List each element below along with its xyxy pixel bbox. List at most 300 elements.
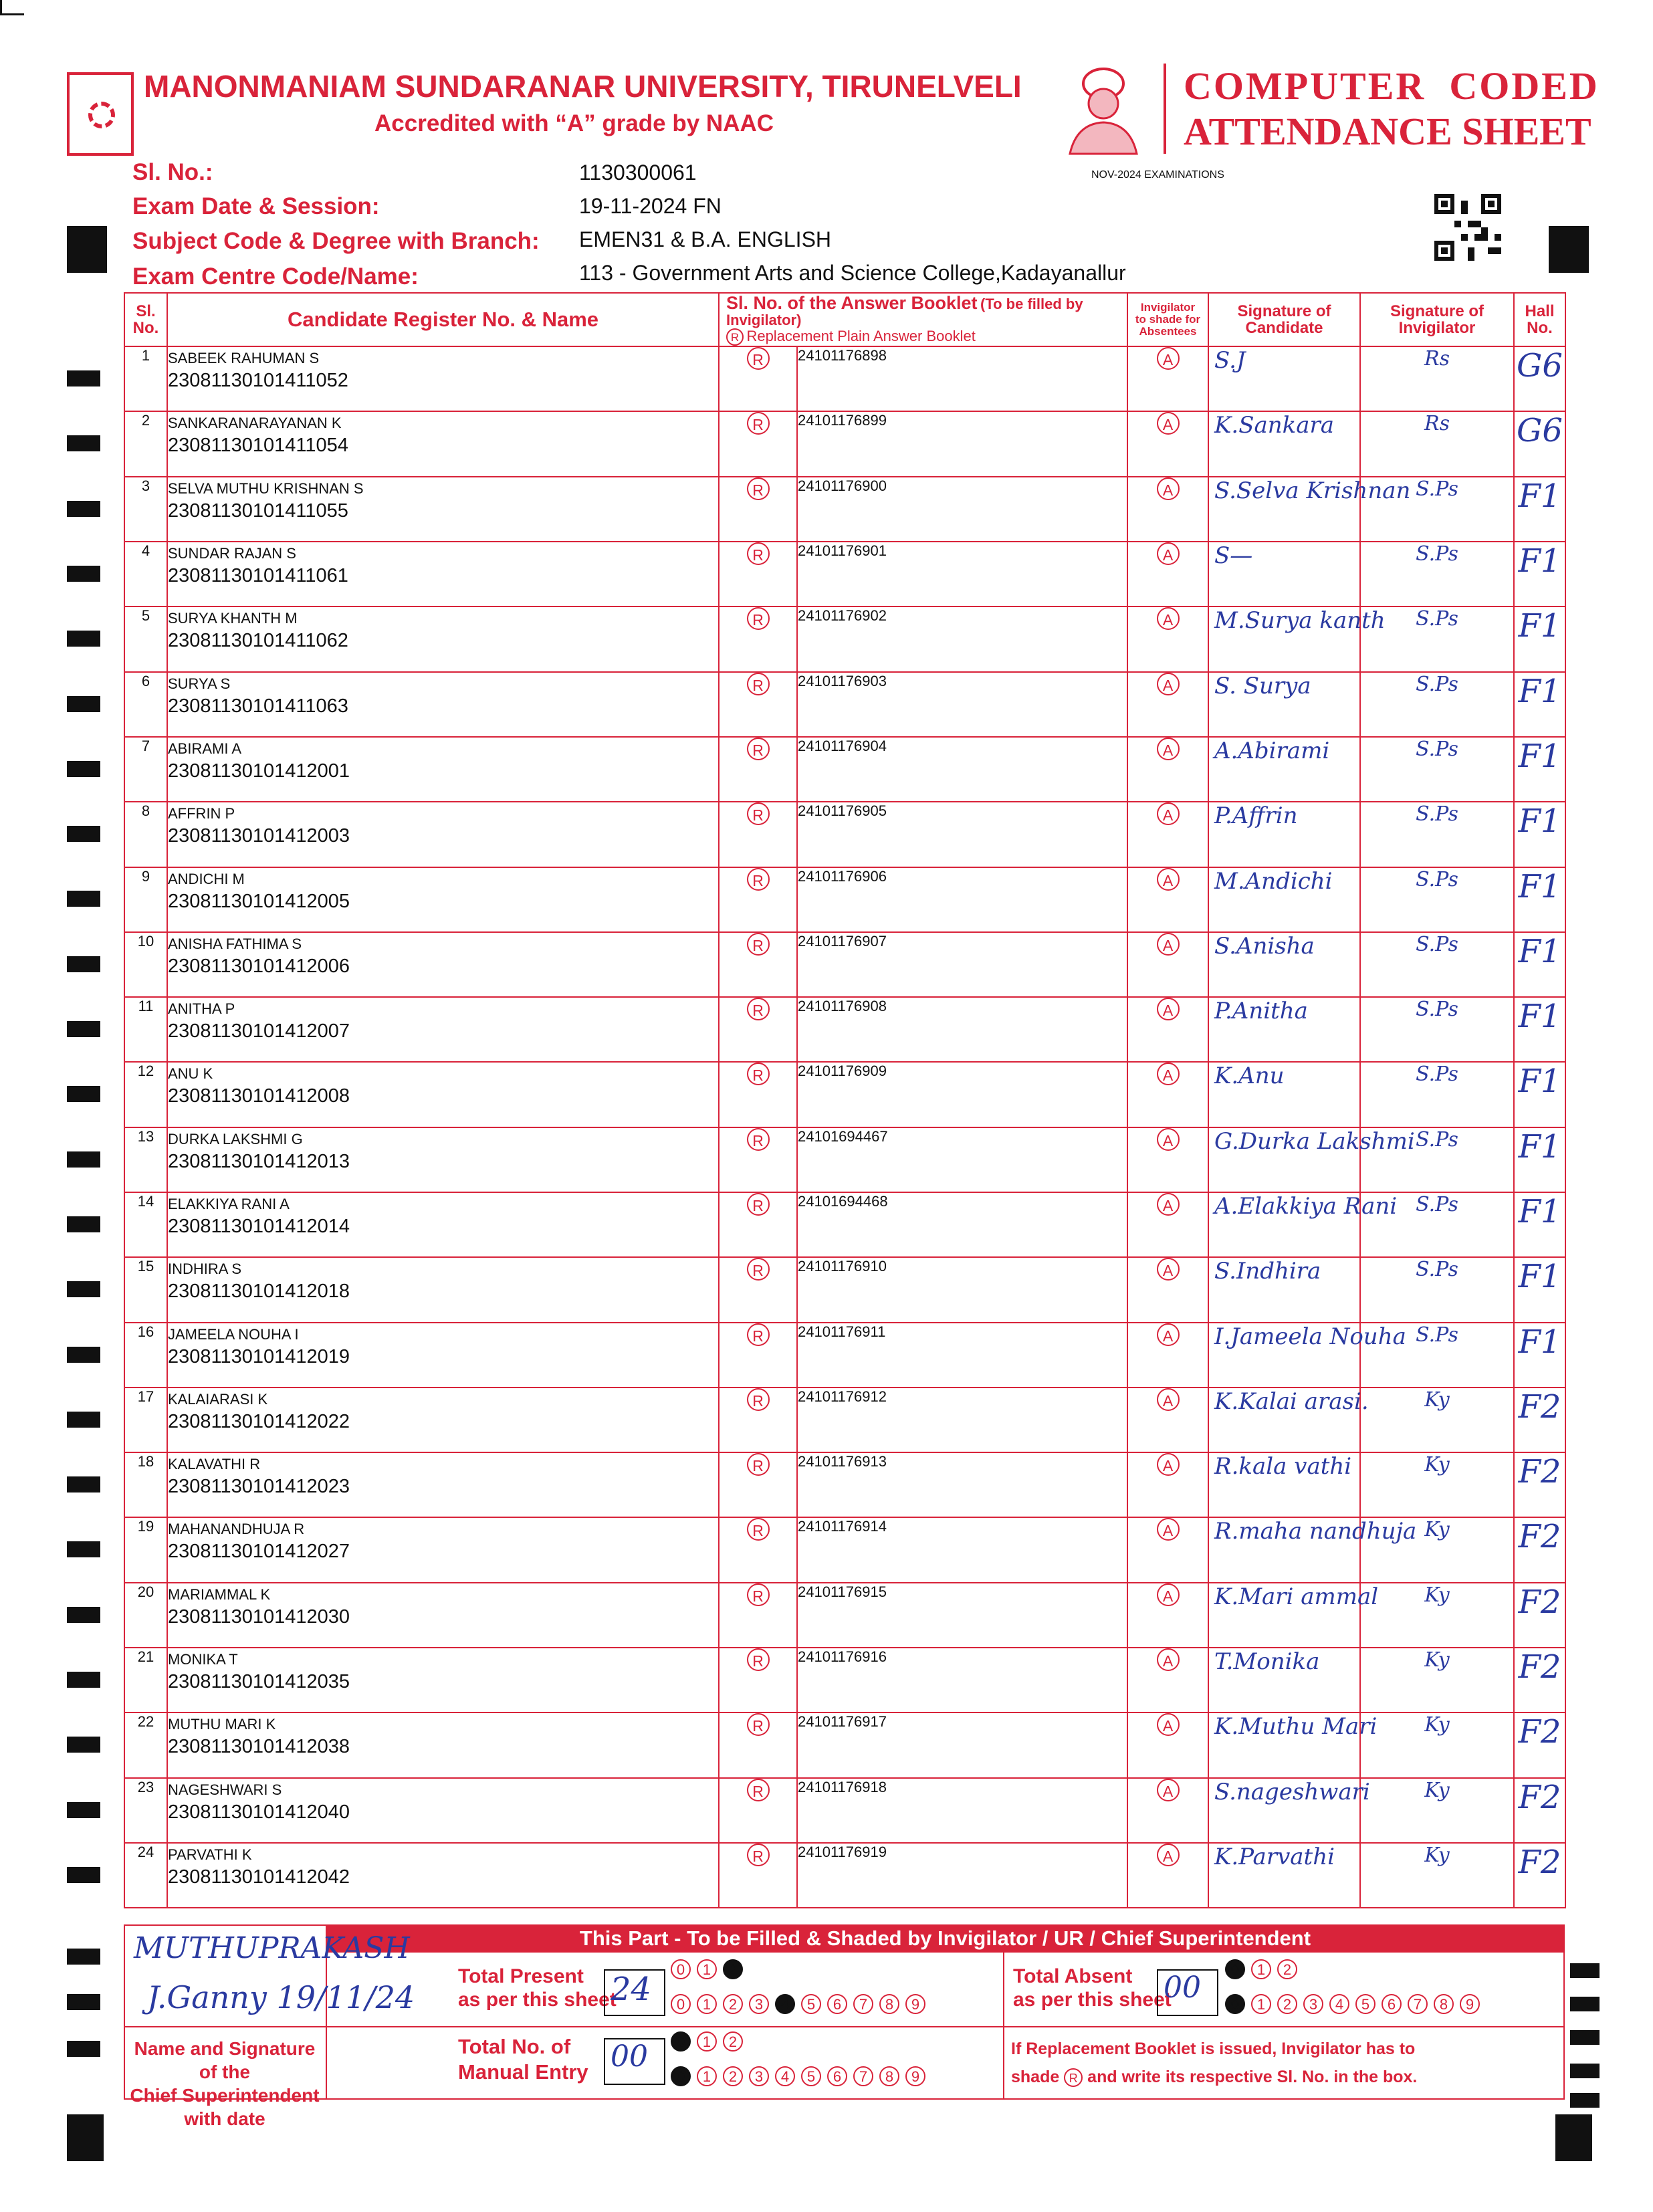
absent-header-3: Absentees <box>1139 324 1197 338</box>
candidate-name: MONIKA T <box>168 1651 238 1668</box>
digit-bubble[interactable]: 4 <box>1329 1994 1349 2014</box>
digit-bubble[interactable]: 8 <box>879 2066 899 2086</box>
digit-bubble[interactable]: 7 <box>853 2066 873 2086</box>
table-row <box>124 932 1565 997</box>
invigilator-signature-cell <box>1360 737 1514 802</box>
chief-signature-handwritten: J.Ganny 19/11/24 <box>147 1979 415 2015</box>
booklet-number: 24101176900 <box>797 477 1127 542</box>
attendance-table <box>124 292 1566 1908</box>
candidate-register-no: 23081130101412019 <box>168 1345 350 1367</box>
row-sl: 7 <box>124 737 167 802</box>
absent-cell <box>1127 997 1208 1062</box>
manual-label <box>458 2034 588 2085</box>
hall-cell <box>1514 1388 1565 1452</box>
absent-bubble[interactable]: A <box>1157 802 1180 825</box>
table-row <box>124 1127 1565 1192</box>
candidate-signature: S— <box>1214 542 1253 570</box>
manual-box[interactable] <box>604 2038 665 2085</box>
hall-cell <box>1514 606 1565 671</box>
candidate-cell <box>167 737 719 802</box>
absent-bubble[interactable]: A <box>1157 1323 1180 1346</box>
absent-cell <box>1127 867 1208 932</box>
absent-bubble[interactable]: A <box>1157 542 1180 565</box>
hall-cell <box>1514 542 1565 606</box>
replacement-cell <box>719 542 797 606</box>
candidate-signature: A.Elakkiya Rani <box>1214 1193 1398 1220</box>
present-box[interactable] <box>604 1969 665 2016</box>
replacement-note-line2 <box>1011 2063 1417 2091</box>
hall-number: F1 <box>1518 737 1561 775</box>
candidate-register-no: 23081130101412027 <box>168 1541 350 1563</box>
invigilator-signature: S.Ps <box>1416 1258 1458 1282</box>
table-row <box>124 1843 1565 1908</box>
invigilator-signature: S.Ps <box>1416 1323 1458 1347</box>
replacement-cell <box>719 1452 797 1517</box>
absent-label-2: as per this sheet <box>1013 1989 1172 2011</box>
invigilator-signature: S.Ps <box>1416 1193 1458 1216</box>
table-row <box>124 1517 1565 1582</box>
section-divider <box>124 2026 326 2027</box>
sig-cand-header-1: Signature of <box>1237 302 1331 320</box>
replacement-bubble[interactable]: R <box>747 1713 770 1736</box>
candidate-signature: M.Andichi <box>1214 867 1333 895</box>
hall-number: F1 <box>1518 932 1561 970</box>
absent-cell <box>1127 1778 1208 1843</box>
digit-bubble[interactable]: 7 <box>1408 1994 1428 2014</box>
chief-label-1: Name and Signature of the <box>134 2038 316 2082</box>
replacement-bubble[interactable]: R <box>747 1453 770 1476</box>
digit-bubble[interactable]: 0 <box>671 2066 691 2086</box>
row-sl: 9 <box>124 867 167 932</box>
row-sl: 22 <box>124 1712 167 1777</box>
candidate-name: ABIRAMI A <box>168 740 242 757</box>
absent-cell <box>1127 932 1208 997</box>
digit-bubble[interactable]: 2 <box>723 1959 743 1979</box>
candidate-name: MAHANANDHUJA R <box>168 1521 305 1538</box>
col-sig-candidate-header <box>1208 293 1360 346</box>
candidate-signature-cell <box>1208 1323 1406 1388</box>
hall-number: F1 <box>1518 1127 1561 1166</box>
candidate-signature: S.nageshwari <box>1214 1778 1370 1805</box>
present-label <box>458 1965 617 2011</box>
replacement-bubble[interactable]: R <box>747 868 770 891</box>
candidate-signature: T.Monika <box>1214 1648 1320 1676</box>
absent-bubble[interactable]: A <box>1157 868 1180 891</box>
replacement-bubble[interactable]: R <box>747 1648 770 1671</box>
hall-cell <box>1514 1778 1565 1843</box>
absent-bubble[interactable]: A <box>1157 607 1180 630</box>
hall-number: F1 <box>1518 1258 1561 1296</box>
timing-mark <box>67 1476 100 1492</box>
absent-bubble[interactable]: A <box>1157 1258 1180 1281</box>
row-sl: 20 <box>124 1583 167 1648</box>
absent-cell <box>1127 1257 1208 1322</box>
digit-bubble[interactable]: 2 <box>1277 1959 1297 1979</box>
digit-bubble[interactable]: 1 <box>697 1959 717 1979</box>
absent-box[interactable] <box>1157 1969 1218 2016</box>
invigilator-signature: S.Ps <box>1416 1063 1458 1087</box>
booklet-number: 24101176901 <box>797 542 1127 606</box>
digit-bubble[interactable]: 0 <box>671 1959 691 1979</box>
digit-bubble[interactable]: 7 <box>853 1994 873 2014</box>
invigilator-signature: Ky <box>1424 1583 1450 1607</box>
replacement-bubble[interactable]: R <box>747 477 770 500</box>
digit-bubble[interactable]: 1 <box>1251 1959 1271 1979</box>
absent-bubble[interactable]: A <box>1157 933 1180 956</box>
university-logo <box>67 72 134 156</box>
hall-number: F1 <box>1518 542 1561 580</box>
digit-bubble[interactable]: 2 <box>723 1994 743 2014</box>
absent-cell <box>1127 1323 1208 1388</box>
absent-bubble[interactable]: A <box>1157 1063 1180 1085</box>
hall-number: F2 <box>1518 1453 1561 1491</box>
hall-cell <box>1514 867 1565 932</box>
replacement-cell <box>719 1192 797 1257</box>
invigilator-signature-cell <box>1360 1062 1514 1127</box>
replacement-bubble[interactable]: R <box>747 673 770 695</box>
digit-bubble[interactable]: 6 <box>1382 1994 1402 2014</box>
candidate-signature: S.Anisha <box>1214 932 1315 960</box>
digit-bubble[interactable]: 2 <box>723 2066 743 2086</box>
candidate-register-no: 23081130101412007 <box>168 1020 350 1042</box>
digit-bubble[interactable]: 6 <box>827 1994 847 2014</box>
corner-mark-line <box>0 13 24 15</box>
candidate-signature: S.Selva Krishnan <box>1214 477 1411 504</box>
replacement-bubble[interactable]: R <box>747 1583 770 1606</box>
candidate-signature: S.J <box>1214 347 1246 374</box>
booklet-number: 24101176907 <box>797 932 1127 997</box>
row-sl: 19 <box>124 1517 167 1582</box>
replacement-cell <box>719 737 797 802</box>
present-label-1: Total Present <box>458 1965 584 1987</box>
table-row <box>124 1583 1565 1648</box>
hall-number: F2 <box>1518 1778 1561 1816</box>
invigilator-signature-cell <box>1360 1843 1514 1908</box>
table-row <box>124 1257 1565 1322</box>
digit-bubble[interactable]: 1 <box>1251 1994 1271 2014</box>
candidate-name: SUNDAR RAJAN S <box>168 545 296 562</box>
col-sl-header <box>124 293 167 346</box>
candidate-register-no: 23081130101412014 <box>168 1216 350 1237</box>
candidate-cell <box>167 1062 719 1127</box>
present-units-bubbles <box>671 1994 931 2014</box>
booklet-number: 24101176919 <box>797 1843 1127 1908</box>
replacement-bubble[interactable]: R <box>747 347 770 370</box>
replacement-bubble[interactable]: R <box>747 1258 770 1281</box>
absent-cell <box>1127 542 1208 606</box>
booklet-number: 24101176906 <box>797 867 1127 932</box>
replacement-bubble[interactable]: R <box>747 607 770 630</box>
absent-cell <box>1127 802 1208 867</box>
invigilator-signature: S.Ps <box>1416 1127 1458 1151</box>
founder-portrait-icon <box>1063 64 1143 154</box>
registration-block <box>67 226 107 273</box>
candidate-name: ANISHA FATHIMA S <box>168 935 302 952</box>
hall-number: F2 <box>1518 1843 1561 1881</box>
candidate-signature-cell <box>1208 1127 1415 1192</box>
candidate-cell <box>167 1648 719 1712</box>
booklet-number: 24101694467 <box>797 1127 1127 1192</box>
candidate-register-no: 23081130101412001 <box>168 760 350 782</box>
hall-number: F2 <box>1518 1388 1561 1426</box>
candidate-signature-cell <box>1208 477 1411 542</box>
digit-bubble[interactable]: 0 <box>671 2031 691 2052</box>
replacement-cell <box>719 932 797 997</box>
replacement-bubble[interactable]: R <box>747 1128 770 1151</box>
replacement-bubble[interactable]: R <box>747 738 770 760</box>
absent-bubble[interactable]: A <box>1157 1844 1180 1866</box>
hall-cell <box>1514 1452 1565 1517</box>
invigilator-signature: Ky <box>1424 1453 1450 1477</box>
digit-bubble[interactable]: 5 <box>1355 1994 1375 2014</box>
booklet-number: 24101176916 <box>797 1648 1127 1712</box>
digit-bubble[interactable]: 3 <box>749 1994 769 2014</box>
serial-value: 1130300061 <box>579 160 697 185</box>
digit-bubble[interactable]: 6 <box>827 2066 847 2086</box>
replacement-cell <box>719 802 797 867</box>
candidate-name: ANU K <box>168 1065 213 1083</box>
table-row <box>124 1192 1565 1257</box>
replacement-bubble[interactable]: R <box>747 1323 770 1346</box>
replacement-cell <box>719 672 797 737</box>
candidate-name: ELAKKIYA RANI A <box>168 1196 290 1212</box>
replacement-bubble[interactable]: R <box>747 998 770 1020</box>
candidate-register-no: 23081130101412030 <box>168 1606 350 1628</box>
candidate-cell <box>167 1192 719 1257</box>
absent-bubble[interactable]: A <box>1157 1128 1180 1151</box>
candidate-cell <box>167 606 719 671</box>
candidate-cell <box>167 1127 719 1192</box>
hall-cell <box>1514 802 1565 867</box>
hall-cell <box>1514 1583 1565 1648</box>
digit-bubble[interactable]: 3 <box>749 2066 769 2086</box>
hall-number: F1 <box>1518 1193 1561 1230</box>
subject-label: Subject Code & Degree with Branch: <box>132 228 540 254</box>
candidate-cell <box>167 1583 719 1648</box>
timing-mark <box>67 1607 100 1623</box>
replacement-bubble[interactable]: R <box>747 1779 770 1801</box>
absent-bubble[interactable]: A <box>1157 738 1180 760</box>
absent-bubble[interactable]: A <box>1157 1453 1180 1476</box>
candidate-name: INDHIRA S <box>168 1260 242 1278</box>
candidate-register-no: 23081130101412038 <box>168 1736 350 1758</box>
present-value: 24 <box>611 1971 652 2008</box>
table-row <box>124 672 1565 737</box>
digit-bubble[interactable]: 5 <box>801 1994 821 2014</box>
replacement-bubble[interactable]: R <box>747 802 770 825</box>
hall-number: F1 <box>1518 802 1561 841</box>
replacement-cell <box>719 997 797 1062</box>
replacement-cell <box>719 1778 797 1843</box>
invigilator-signature-cell <box>1360 932 1514 997</box>
digit-bubble[interactable]: 1 <box>697 1994 717 2014</box>
absent-label <box>1013 1965 1172 2011</box>
replacement-bubble[interactable]: R <box>747 412 770 435</box>
candidate-name: SELVA MUTHU KRISHNAN S <box>168 479 364 497</box>
candidate-signature: K.Parvathi <box>1214 1843 1335 1870</box>
absent-bubble[interactable]: A <box>1157 1518 1180 1541</box>
digit-bubble[interactable]: 2 <box>1277 1994 1297 2014</box>
timing-mark <box>1570 1963 1600 1978</box>
table-row <box>124 1778 1565 1843</box>
candidate-signature-cell <box>1208 867 1360 932</box>
candidate-cell <box>167 1257 719 1322</box>
digit-bubble[interactable]: 8 <box>1434 1994 1454 2014</box>
replacement-cell <box>719 1127 797 1192</box>
digit-bubble[interactable]: 1 <box>697 2066 717 2086</box>
replacement-bubble[interactable]: R <box>747 542 770 565</box>
absent-bubble[interactable]: A <box>1157 673 1180 695</box>
digit-bubble[interactable]: 0 <box>1225 1959 1245 1979</box>
candidate-cell <box>167 1388 719 1452</box>
booklet-header-sub: Replacement Plain Answer Booklet <box>746 328 976 345</box>
timing-mark <box>67 1672 100 1688</box>
row-sl: 3 <box>124 477 167 542</box>
replacement-bubble[interactable]: R <box>747 1844 770 1866</box>
candidate-register-no: 23081130101412008 <box>168 1085 350 1107</box>
candidate-name: AFFRIN P <box>168 805 235 822</box>
table-row <box>124 1452 1565 1517</box>
candidate-register-no: 23081130101412035 <box>168 1671 350 1693</box>
candidate-name: KALAIARASI K <box>168 1390 268 1408</box>
digit-bubble[interactable]: 9 <box>905 2066 925 2086</box>
absent-bubble[interactable]: A <box>1157 998 1180 1020</box>
candidate-name: SURYA S <box>168 675 231 692</box>
section-banner: This Part - To be Filled & Shaded by Invigilator / UR / Chief Superintendent <box>326 1924 1565 1953</box>
hall-header-1: Hall <box>1525 302 1555 320</box>
row-sl: 1 <box>124 346 167 411</box>
digit-bubble[interactable]: 0 <box>1225 1994 1245 2014</box>
candidate-signature-cell <box>1208 346 1360 411</box>
absent-bubble[interactable]: A <box>1157 1648 1180 1671</box>
digit-bubble[interactable]: 4 <box>775 1994 795 2014</box>
invigilator-signature: Ky <box>1424 1648 1450 1672</box>
replacement-bubble[interactable]: R <box>747 1518 770 1541</box>
candidate-cell <box>167 411 719 476</box>
replacement-bubble[interactable]: R <box>747 1388 770 1411</box>
invigilator-signature: S.Ps <box>1416 867 1458 891</box>
absent-bubble[interactable]: A <box>1157 1713 1180 1736</box>
candidate-cell <box>167 477 719 542</box>
absent-cell <box>1127 477 1208 542</box>
absent-bubble[interactable]: A <box>1157 1193 1180 1216</box>
invigilator-signature: S.Ps <box>1416 737 1458 761</box>
digit-bubble[interactable]: 3 <box>1303 1994 1323 2014</box>
timing-mark <box>67 1347 100 1363</box>
serial-label: Sl. No.: <box>132 159 213 185</box>
timing-mark <box>67 1151 100 1168</box>
row-sl: 23 <box>124 1778 167 1843</box>
absent-bubble[interactable]: A <box>1157 347 1180 370</box>
table-row <box>124 477 1565 542</box>
replacement-bubble[interactable]: R <box>747 933 770 956</box>
replacement-cell <box>719 477 797 542</box>
col-hall-header <box>1514 293 1565 346</box>
timing-mark <box>67 761 100 777</box>
timing-mark <box>67 1802 100 1818</box>
absent-bubble[interactable]: A <box>1157 477 1180 500</box>
replacement-cell <box>719 1583 797 1648</box>
digit-bubble[interactable]: 1 <box>697 2031 717 2052</box>
candidate-signature-cell <box>1208 672 1360 737</box>
hall-cell <box>1514 1712 1565 1777</box>
absent-bubble[interactable]: A <box>1157 1583 1180 1606</box>
absent-cell <box>1127 1712 1208 1777</box>
booklet-number: 24101176898 <box>797 346 1127 411</box>
booklet-number: 24101176917 <box>797 1712 1127 1777</box>
candidate-signature: K.Sankara <box>1214 412 1335 439</box>
candidate-register-no: 23081130101412042 <box>168 1866 350 1888</box>
col-candidate-header: Candidate Register No. & Name <box>167 293 719 346</box>
candidate-cell <box>167 997 719 1062</box>
hall-cell <box>1514 1257 1565 1322</box>
absent-bubble[interactable]: A <box>1157 412 1180 435</box>
candidate-name: JAMEELA NOUHA I <box>168 1325 299 1343</box>
digit-bubble[interactable]: 5 <box>801 2066 821 2086</box>
section-divider <box>326 2026 1565 2027</box>
candidate-signature-cell <box>1208 932 1360 997</box>
digit-bubble[interactable]: 9 <box>905 1994 925 2014</box>
digit-bubble[interactable]: 0 <box>671 1994 691 2014</box>
booklet-header-note: (To be filled by Invigilator) <box>726 296 1083 329</box>
digit-bubble[interactable]: 8 <box>879 1994 899 2014</box>
replacement-cell <box>719 1712 797 1777</box>
timing-mark <box>67 1867 100 1883</box>
invigilator-signature: Ky <box>1424 1713 1450 1737</box>
candidate-name: MUTHU MARI K <box>168 1716 276 1733</box>
absent-bubble[interactable]: A <box>1157 1779 1180 1801</box>
candidate-register-no: 23081130101412006 <box>168 955 350 977</box>
hall-cell <box>1514 1062 1565 1127</box>
candidate-name: SURYA KHANTH M <box>168 610 298 627</box>
candidate-signature-cell <box>1208 997 1360 1062</box>
absent-cell <box>1127 1517 1208 1582</box>
row-sl: 16 <box>124 1323 167 1388</box>
hall-number: F1 <box>1518 672 1561 710</box>
candidate-register-no: 23081130101412013 <box>168 1150 350 1172</box>
row-sl: 24 <box>124 1843 167 1908</box>
replacement-cell <box>719 346 797 411</box>
timing-mark <box>67 2041 100 2057</box>
table-row <box>124 606 1565 671</box>
hall-number: F1 <box>1518 607 1561 645</box>
timing-mark <box>67 501 100 517</box>
candidate-cell <box>167 672 719 737</box>
digit-bubble[interactable]: 9 <box>1460 1994 1480 2014</box>
present-tens-bubbles <box>671 1959 749 1979</box>
digit-bubble[interactable]: 2 <box>723 2031 743 2052</box>
digit-bubble[interactable]: 4 <box>775 2066 795 2086</box>
absent-bubble[interactable]: A <box>1157 1388 1180 1411</box>
replacement-bubble[interactable]: R <box>747 1193 770 1216</box>
hall-cell <box>1514 477 1565 542</box>
qr-code-icon <box>1434 194 1501 261</box>
exam-tag: NOV-2024 EXAMINATIONS <box>1091 169 1224 181</box>
table-row <box>124 411 1565 476</box>
replacement-bubble[interactable]: R <box>747 1063 770 1085</box>
invigilator-signature-cell <box>1360 1388 1514 1452</box>
candidate-signature: K.Mari ammal <box>1214 1583 1379 1610</box>
table-row <box>124 1062 1565 1127</box>
timing-mark <box>67 891 100 907</box>
invigilator-signature: Ky <box>1424 1518 1450 1542</box>
chief-label <box>124 2037 326 2130</box>
candidate-signature-cell <box>1208 802 1360 867</box>
candidate-register-no: 23081130101412022 <box>168 1410 350 1432</box>
candidate-register-no: 23081130101412003 <box>168 825 350 847</box>
exam-date-value: 19-11-2024 FN <box>579 194 722 218</box>
row-sl: 8 <box>124 802 167 867</box>
